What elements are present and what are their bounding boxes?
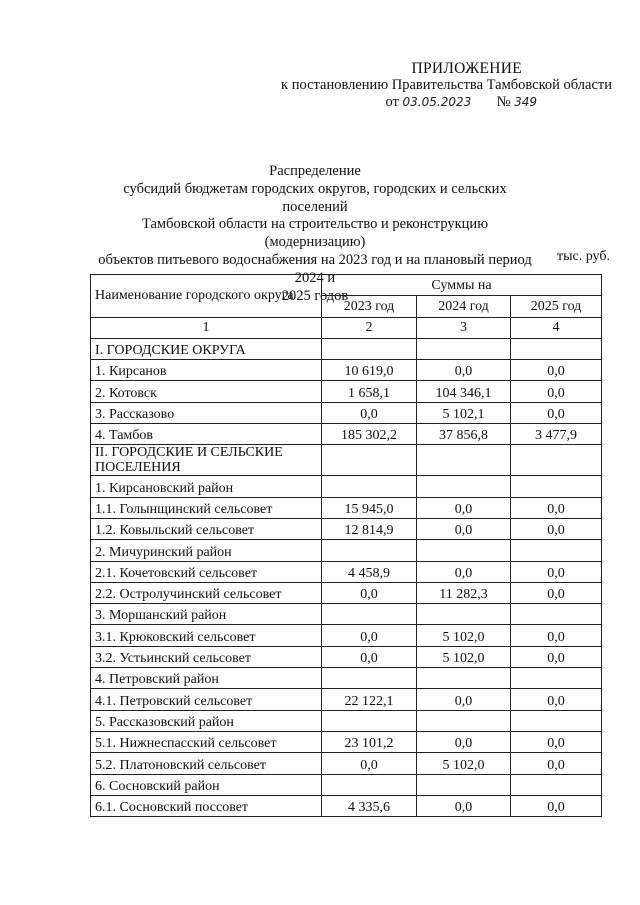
column-number: 1 — [91, 317, 322, 338]
title-line: объектов питьевого водоснабжения на 2023 год и на плановый период 2024 и — [98, 251, 532, 286]
value-cell-2025 — [511, 668, 602, 689]
year-header-2023: 2023 год — [322, 296, 417, 317]
handwritten-date: 03.05.2023 — [402, 95, 472, 109]
value-cell-2025: 0,0 — [511, 753, 602, 774]
value-cell-2023: 23 101,2 — [322, 731, 417, 752]
value-cell-2025 — [511, 774, 602, 795]
row-name-cell: I. ГОРОДСКИЕ ОКРУГА — [91, 338, 322, 359]
row-name-cell: 3.1. Крюковский сельсовет — [91, 625, 322, 646]
value-cell-2023: 0,0 — [322, 402, 417, 423]
row-name-cell: 3. Моршанский район — [91, 604, 322, 625]
row-name-cell: 5.1. Нижнеспасский сельсовет — [91, 731, 322, 752]
row-name-cell: 2.2. Остролучинский сельсовет — [91, 582, 322, 603]
value-cell-2023 — [322, 774, 417, 795]
value-cell-2024: 5 102,0 — [417, 625, 511, 646]
row-name-cell: 1.2. Ковыльский сельсовет — [91, 518, 322, 539]
column-header-sums: Суммы на — [322, 275, 602, 296]
table-row — [91, 753, 602, 774]
value-cell-2023: 0,0 — [322, 625, 417, 646]
value-cell-2024 — [417, 668, 511, 689]
value-cell-2025: 0,0 — [511, 646, 602, 667]
value-cell-2025 — [511, 540, 602, 561]
title-line: 2025 годов — [281, 287, 349, 304]
table-row — [91, 476, 602, 497]
table-row — [91, 424, 602, 445]
resolution-date-number — [281, 94, 612, 111]
row-name-cell: 4.1. Петровский сельсовет — [91, 689, 322, 710]
row-name-cell: 1. Кирсанов — [91, 360, 322, 381]
table-row — [91, 518, 602, 539]
value-cell-2023: 1 658,1 — [322, 381, 417, 402]
value-cell-2025: 0,0 — [511, 497, 602, 518]
value-cell-2023: 4 458,9 — [322, 561, 417, 582]
row-name-cell: 5. Рассказовский район — [91, 710, 322, 731]
table-row — [91, 646, 602, 667]
column-number: 3 — [417, 317, 511, 338]
value-cell-2024: 0,0 — [417, 689, 511, 710]
value-cell-2024 — [417, 774, 511, 795]
resolution-reference: к постановлению Правительства Тамбовской области — [281, 77, 612, 93]
value-cell-2024: 0,0 — [417, 360, 511, 381]
value-cell-2025: 0,0 — [511, 795, 602, 816]
table-row — [91, 625, 602, 646]
year-header-2025: 2025 год — [511, 296, 602, 317]
value-cell-2023 — [322, 445, 417, 476]
value-cell-2024: 104 346,1 — [417, 381, 511, 402]
value-cell-2025: 0,0 — [511, 625, 602, 646]
appendix-label: ПРИЛОЖЕНИЕ — [411, 60, 522, 77]
table-row — [91, 561, 602, 582]
document-header — [281, 60, 612, 111]
value-cell-2024: 0,0 — [417, 561, 511, 582]
value-cell-2024 — [417, 604, 511, 625]
value-cell-2024: 0,0 — [417, 731, 511, 752]
table-row — [91, 582, 602, 603]
value-cell-2023 — [322, 540, 417, 561]
row-name-cell: 2. Мичуринский район — [91, 540, 322, 561]
value-cell-2025: 0,0 — [511, 518, 602, 539]
column-numbers-row — [91, 317, 602, 338]
table-row — [91, 774, 602, 795]
row-name-cell: 6. Сосновский район — [91, 774, 322, 795]
value-cell-2023: 22 122,1 — [322, 689, 417, 710]
value-cell-2025: 0,0 — [511, 582, 602, 603]
table-header-row — [91, 275, 602, 296]
column-number: 2 — [322, 317, 417, 338]
value-cell-2024 — [417, 338, 511, 359]
value-cell-2023 — [322, 668, 417, 689]
handwritten-number: 349 — [514, 95, 537, 109]
value-cell-2023: 0,0 — [322, 753, 417, 774]
value-cell-2025: 0,0 — [511, 360, 602, 381]
value-cell-2025 — [511, 604, 602, 625]
value-cell-2024: 5 102,0 — [417, 646, 511, 667]
row-name-cell: 1. Кирсановский район — [91, 476, 322, 497]
table-row — [91, 402, 602, 423]
table-row — [91, 710, 602, 731]
value-cell-2025 — [511, 476, 602, 497]
value-cell-2025: 3 477,9 — [511, 424, 602, 445]
table-row — [91, 668, 602, 689]
units-label: тыс. руб. — [557, 249, 610, 264]
table-row — [91, 604, 602, 625]
row-name-cell: 6.1. Сосновский поссовет — [91, 795, 322, 816]
value-cell-2024: 5 102,1 — [417, 402, 511, 423]
value-cell-2024: 0,0 — [417, 497, 511, 518]
value-cell-2023 — [322, 710, 417, 731]
row-name-cell: 4. Петровский район — [91, 668, 322, 689]
value-cell-2024: 0,0 — [417, 518, 511, 539]
value-cell-2025 — [511, 338, 602, 359]
value-cell-2023 — [322, 338, 417, 359]
table-row — [91, 497, 602, 518]
title-line: Тамбовской области на строительство и реконструкцию (модернизацию) — [141, 216, 489, 251]
value-cell-2025: 0,0 — [511, 381, 602, 402]
subsidy-table — [90, 274, 602, 817]
year-header-2024: 2024 год — [417, 296, 511, 317]
value-cell-2024 — [417, 445, 511, 476]
table-row — [91, 689, 602, 710]
row-name-cell: II. ГОРОДСКИЕ И СЕЛЬСКИЕ ПОСЕЛЕНИЯ — [91, 445, 322, 476]
table-row — [91, 338, 602, 359]
table-row — [91, 731, 602, 752]
value-cell-2023: 0,0 — [322, 646, 417, 667]
value-cell-2024: 11 282,3 — [417, 582, 511, 603]
row-name-cell: 5.2. Платоновский сельсовет — [91, 753, 322, 774]
column-number: 4 — [511, 317, 602, 338]
column-header-name: Наименование городского округа — [91, 275, 322, 318]
table-row — [91, 381, 602, 402]
value-cell-2024: 0,0 — [417, 795, 511, 816]
value-cell-2023: 0,0 — [322, 582, 417, 603]
value-cell-2023: 4 335,6 — [322, 795, 417, 816]
date-prefix: от — [385, 94, 399, 110]
table-row — [91, 795, 602, 816]
value-cell-2024 — [417, 710, 511, 731]
value-cell-2025 — [511, 710, 602, 731]
title-line: Распределение — [269, 163, 361, 179]
value-cell-2025: 0,0 — [511, 689, 602, 710]
row-name-cell: 3.2. Устьинский сельсовет — [91, 646, 322, 667]
value-cell-2023 — [322, 476, 417, 497]
value-cell-2024: 37 856,8 — [417, 424, 511, 445]
table-row — [91, 445, 602, 476]
value-cell-2023: 12 814,9 — [322, 518, 417, 539]
value-cell-2024 — [417, 540, 511, 561]
row-name-cell: 1.1. Голынщинский сельсовет — [91, 497, 322, 518]
value-cell-2023 — [322, 604, 417, 625]
row-name-cell: 3. Рассказово — [91, 402, 322, 423]
number-prefix: № — [496, 94, 511, 110]
value-cell-2024: 5 102,0 — [417, 753, 511, 774]
value-cell-2025: 0,0 — [511, 731, 602, 752]
table-row — [91, 540, 602, 561]
row-name-cell: 2.1. Кочетовский сельсовет — [91, 561, 322, 582]
title-line: субсидий бюджетам городских округов, городских и сельских поселений — [123, 180, 507, 215]
value-cell-2023: 15 945,0 — [322, 497, 417, 518]
value-cell-2025 — [511, 445, 602, 476]
row-name-cell: 2. Котовск — [91, 381, 322, 402]
value-cell-2024 — [417, 476, 511, 497]
table-row — [91, 360, 602, 381]
value-cell-2023: 10 619,0 — [322, 360, 417, 381]
value-cell-2023: 185 302,2 — [322, 424, 417, 445]
value-cell-2025: 0,0 — [511, 561, 602, 582]
value-cell-2025: 0,0 — [511, 402, 602, 423]
row-name-cell: 4. Тамбов — [91, 424, 322, 445]
